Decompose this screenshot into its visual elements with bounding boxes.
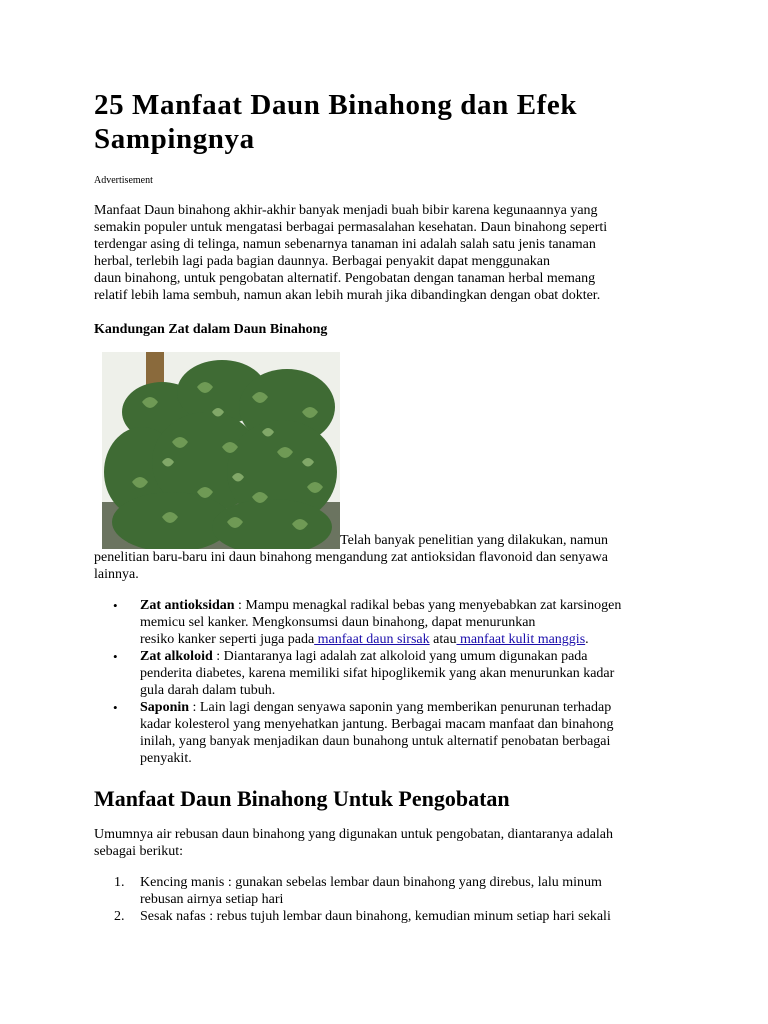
item-text: penderita diabetes, karena memiliki sifat hipoglikemik yang akan menurunkan kadar <box>140 666 615 681</box>
term-antioksidan: Zat antioksidan <box>140 598 235 613</box>
intro-line: semakin populer untuk mengatasi berbagai permasalahan kesehatan. Daun binahong seperti <box>94 220 608 235</box>
paragraph-line: sebagai berikut: <box>94 844 184 859</box>
item-text: Sesak nafas : rebus tujuh lembar daun binahong, kemudian minum setiap hari sekali <box>140 909 611 924</box>
treatment-list <box>94 874 684 925</box>
item-text: : Mampu menagkal radikal bebas yang menyebabkan zat karsinogen <box>234 598 622 613</box>
intro-line: terdengar asing di telinga, namun sebenarnya tanaman ini adalah salah satu jenis tanaman <box>94 237 596 252</box>
paragraph-line: penelitian baru-baru ini daun binahong mengandung zat antioksidan flavonoid dan senyawa <box>94 550 608 565</box>
advertisement-label: Advertisement <box>94 175 153 186</box>
list-item-saponin <box>94 699 684 767</box>
item-text: rebusan airnya setiap hari <box>140 892 284 907</box>
pengobatan-paragraph <box>94 826 684 860</box>
link-manfaat-kulit-manggis[interactable]: manfaat kulit manggis <box>456 632 586 647</box>
intro-line: herbal, terlebih lagi pada bagian daunnya. Berbagai penyakit dapat menggunakan <box>94 254 550 269</box>
list-item-kencing-manis <box>94 874 684 908</box>
binahong-plant-photo <box>102 352 340 549</box>
bullet-icon: • <box>113 649 118 664</box>
item-text: penyakit. <box>140 751 192 766</box>
item-text: Kencing manis : gunakan sebelas lembar daun binahong yang direbus, lalu minum <box>140 875 602 890</box>
term-saponin: Saponin <box>140 700 190 715</box>
article-title: 25 Manfaat Daun Binahong dan Efek Sampingnya <box>94 89 578 155</box>
item-text: resiko kanker seperti juga pada <box>140 632 315 647</box>
list-item-antioksidan <box>94 597 684 648</box>
item-text: : Diantaranya lagi adalah zat alkoloid yang umum digunakan pada <box>212 649 588 664</box>
image-paragraph <box>94 352 684 583</box>
article <box>94 88 684 925</box>
binahong-plant-illustration <box>102 352 340 549</box>
intro-line: Manfaat Daun binahong akhir-akhir banyak menjadi buah bibir karena kegunaannya yang <box>94 203 598 218</box>
item-text: atau <box>429 632 457 647</box>
item-text: gula darah dalam tubuh. <box>140 683 276 698</box>
item-text: memicu sel kanker. Mengkonsumsi daun binahong, dapat menurunkan <box>140 615 536 630</box>
section-heading-kandungan: Kandungan Zat dalam Daun Binahong <box>94 322 328 337</box>
paragraph-line: lainnya. <box>94 567 139 582</box>
paragraph-line: Umumnya air rebusan daun binahong yang digunakan untuk pengobatan, diantaranya adalah <box>94 827 614 842</box>
item-number: 2. <box>114 909 125 924</box>
item-text: kadar kolesterol yang menyehatkan jantung. Berbagai macam manfaat dan binahong <box>140 717 614 732</box>
intro-paragraph <box>94 202 684 304</box>
list-item-sesak-nafas <box>94 908 684 925</box>
intro-line: daun binahong, untuk pengobatan alternatif. Pengobatan dengan tanaman herbal memang <box>94 271 596 286</box>
item-text: . <box>585 632 589 647</box>
section-heading-pengobatan: Manfaat Daun Binahong Untuk Pengobatan <box>94 786 510 811</box>
bullet-icon: • <box>113 700 118 715</box>
bullet-icon: • <box>113 598 118 613</box>
image-caption-start: Telah banyak penelitian yang dilakukan, namun <box>340 533 609 548</box>
item-text: inilah, yang banyak menjadikan daun bunahong untuk alternatif penobatan berbagai <box>140 734 611 749</box>
compound-list <box>94 597 684 767</box>
intro-line: relatif lebih lama sembuh, namun akan lebih murah jika dibandingkan dengan obat dokter. <box>94 288 601 303</box>
item-text: : Lain lagi dengan senyawa saponin yang memberikan penurunan terhadap <box>189 700 612 715</box>
item-number: 1. <box>114 875 125 890</box>
list-item-alkoloid <box>94 648 684 699</box>
term-alkoloid: Zat alkoloid <box>140 649 213 664</box>
link-manfaat-daun-sirsak[interactable]: manfaat daun sirsak <box>314 632 430 647</box>
